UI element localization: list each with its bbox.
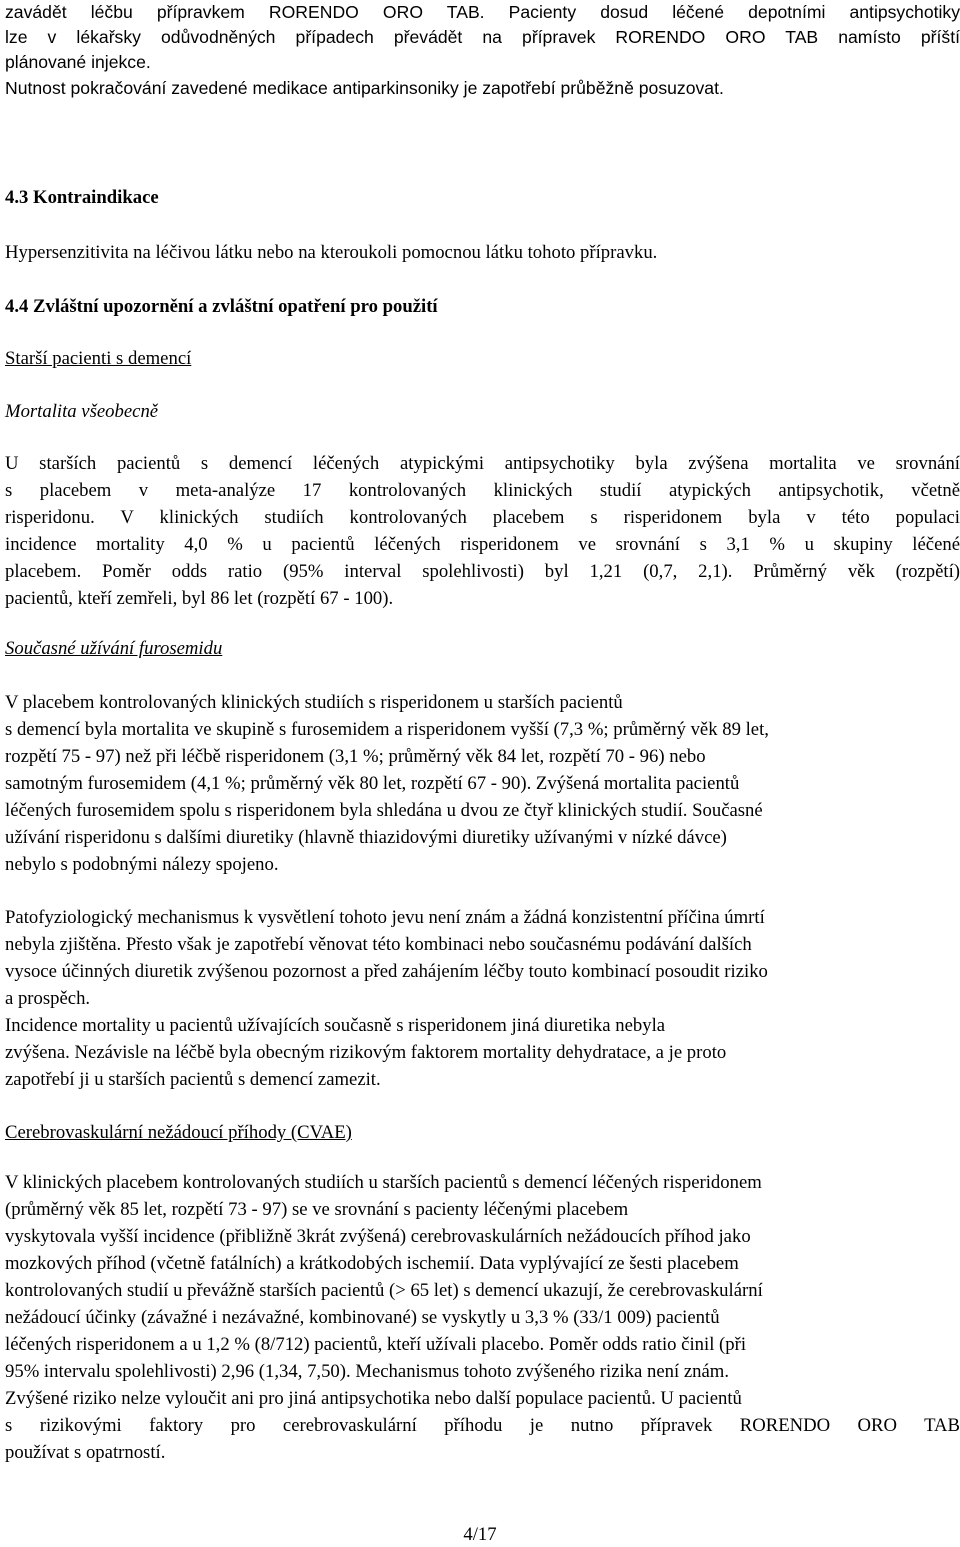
text-line: užívání risperidonu s dalšími diuretiky (hlavně thiazidovými diuretiky užívanými v nízké dávce) bbox=[5, 827, 727, 848]
text-line: vysoce účinných diuretik zvýšenou pozornost a před zahájením léčby touto kombinací posoudit riziko bbox=[5, 961, 768, 982]
text-line: s rizikovými faktory pro cerebrovaskulární příhodu je nutno přípravek RORENDO ORO TAB bbox=[5, 1415, 960, 1436]
text-line: Incidence mortality u pacientů užívajících současně s risperidonem jiná diuretika nebyla bbox=[5, 1015, 666, 1036]
text-line: 95% intervalu spolehlivosti) 2,96 (1,34, 7,50). Mechanismus tohoto zvýšeného rizika není znám. bbox=[5, 1361, 729, 1382]
text-line: Nutnost pokračování zavedené medikace antiparkinsoniky je zapotřebí průběžně posuzovat. bbox=[5, 78, 724, 98]
text-line: Hypersenzitivita na léčivou látku nebo na kteroukoli pomocnou látku tohoto přípravku. bbox=[5, 242, 658, 263]
text-line: lze v lékařsky odůvodněných případech převádět na přípravek RORENDO ORO TAB namísto příští bbox=[5, 27, 960, 47]
text-line: pacientů, kteří zemřeli, byl 86 let (rozpětí 67 - 100). bbox=[5, 588, 394, 609]
text-line: Patofyziologický mechanismus k vysvětlení tohoto jevu není znám a žádná konzistentní příčina úmrtí bbox=[5, 907, 765, 928]
section-heading-4-4: 4.4 Zvláštní upozornění a zvláštní opatření pro použití bbox=[5, 296, 438, 317]
text-line: plánované injekce. bbox=[5, 52, 151, 72]
text-line: s demencí byla mortalita ve skupině s furosemidem a risperidonem vyšší (7,3 %; průměrný věk 89 let, bbox=[5, 719, 769, 740]
text-line: zvýšena. Nezávisle na léčbě byla obecným rizikovým faktorem mortality dehydratace, a je proto bbox=[5, 1042, 727, 1063]
text-line: nebyla zjištěna. Přesto však je zapotřebí věnovat této kombinaci nebo současnému podávání dalších bbox=[5, 934, 752, 955]
text-line: nežádoucí účinky (závažné i nezávažné, kombinované) se vyskytly u 3,3 % (33/1 009) pacientů bbox=[5, 1307, 720, 1328]
text-line: Zvýšené riziko nelze vyloučit ani pro jiná antipsychotika nebo další populace pacientů. U pacientů bbox=[5, 1388, 742, 1409]
text-line: samotným furosemidem (4,1 %; průměrný věk 80 let, rozpětí 67 - 90). Zvýšená mortalita pacientů bbox=[5, 773, 740, 794]
subheading-cvae: Cerebrovaskulární nežádoucí příhody (CVAE) bbox=[5, 1122, 352, 1143]
text-line: léčených furosemidem spolu s risperidonem byla shledána u dvou ze čtyř klinických studií. Současné bbox=[5, 800, 763, 821]
text-line: rozpětí 75 - 97) než při léčbě risperidonem (3,1 %; průměrný věk 84 let, rozpětí 70 - 96) nebo bbox=[5, 746, 706, 767]
text-line: risperidonu. V klinických studiích kontrolovaných placebem s risperidonem byla v této populaci bbox=[5, 507, 960, 528]
text-line: zapotřebí ji u starších pacientů s demencí zamezit. bbox=[5, 1069, 381, 1090]
text-line: placebem. Poměr odds ratio (95% interval spolehlivosti) byl 1,21 (0,7, 2,1). Průměrný věk (rozpětí) bbox=[5, 561, 960, 582]
text-line: s placebem v meta-analýze 17 kontrolovaných klinických studií atypických antipsychotik, včetně bbox=[5, 480, 960, 501]
text-line: používat s opatrností. bbox=[5, 1442, 166, 1463]
subheading-elderly-dementia: Starší pacienti s demencí bbox=[5, 348, 192, 369]
text-line: V klinických placebem kontrolovaných studiích u starších pacientů s demencí léčených risperidonem bbox=[5, 1172, 762, 1193]
text-line: zavádět léčbu přípravkem RORENDO ORO TAB. Pacienty dosud léčené depotními antipsychotiky bbox=[5, 2, 960, 22]
subheading-mortality-general: Mortalita všeobecně bbox=[5, 401, 159, 422]
text-line: kontrolovaných studií u převážně starších pacientů (> 65 let) s demencí ukazují, že cerebrovaskulární bbox=[5, 1280, 763, 1301]
text-line: U starších pacientů s demencí léčených atypickými antipsychotiky byla zvýšena mortalita ve srovnání bbox=[5, 453, 960, 474]
section-heading-4-3: 4.3 Kontraindikace bbox=[5, 187, 159, 208]
text-line: vyskytovala vyšší incidence (přibližně 3krát zvýšená) cerebrovaskulárních nežádoucích příhod jako bbox=[5, 1226, 751, 1247]
subheading-furosemide: Současné užívání furosemidu bbox=[5, 638, 223, 659]
text-line: V placebem kontrolovaných klinických studiích s risperidonem u starších pacientů bbox=[5, 692, 623, 713]
page-number: 4/17 bbox=[463, 1524, 497, 1545]
text-line: (průměrný věk 85 let, rozpětí 73 - 97) se ve srovnání s pacienty léčenými placebem bbox=[5, 1199, 629, 1220]
text-line: a prospěch. bbox=[5, 988, 91, 1009]
text-line: mozkových příhod (včetně fatálních) a krátkodobých ischemií. Data vyplývající ze šesti placebem bbox=[5, 1253, 739, 1274]
text-line: léčených risperidonem a u 1,2 % (8/712) pacientů, kteří užívali placebo. Poměr odds ratio činil (při bbox=[5, 1334, 747, 1355]
text-line: nebylo s podobnými nálezy spojeno. bbox=[5, 854, 279, 875]
text-line: incidence mortality 4,0 % u pacientů léčených risperidonem ve srovnání s 3,1 % u skupiny léčené bbox=[5, 534, 960, 555]
